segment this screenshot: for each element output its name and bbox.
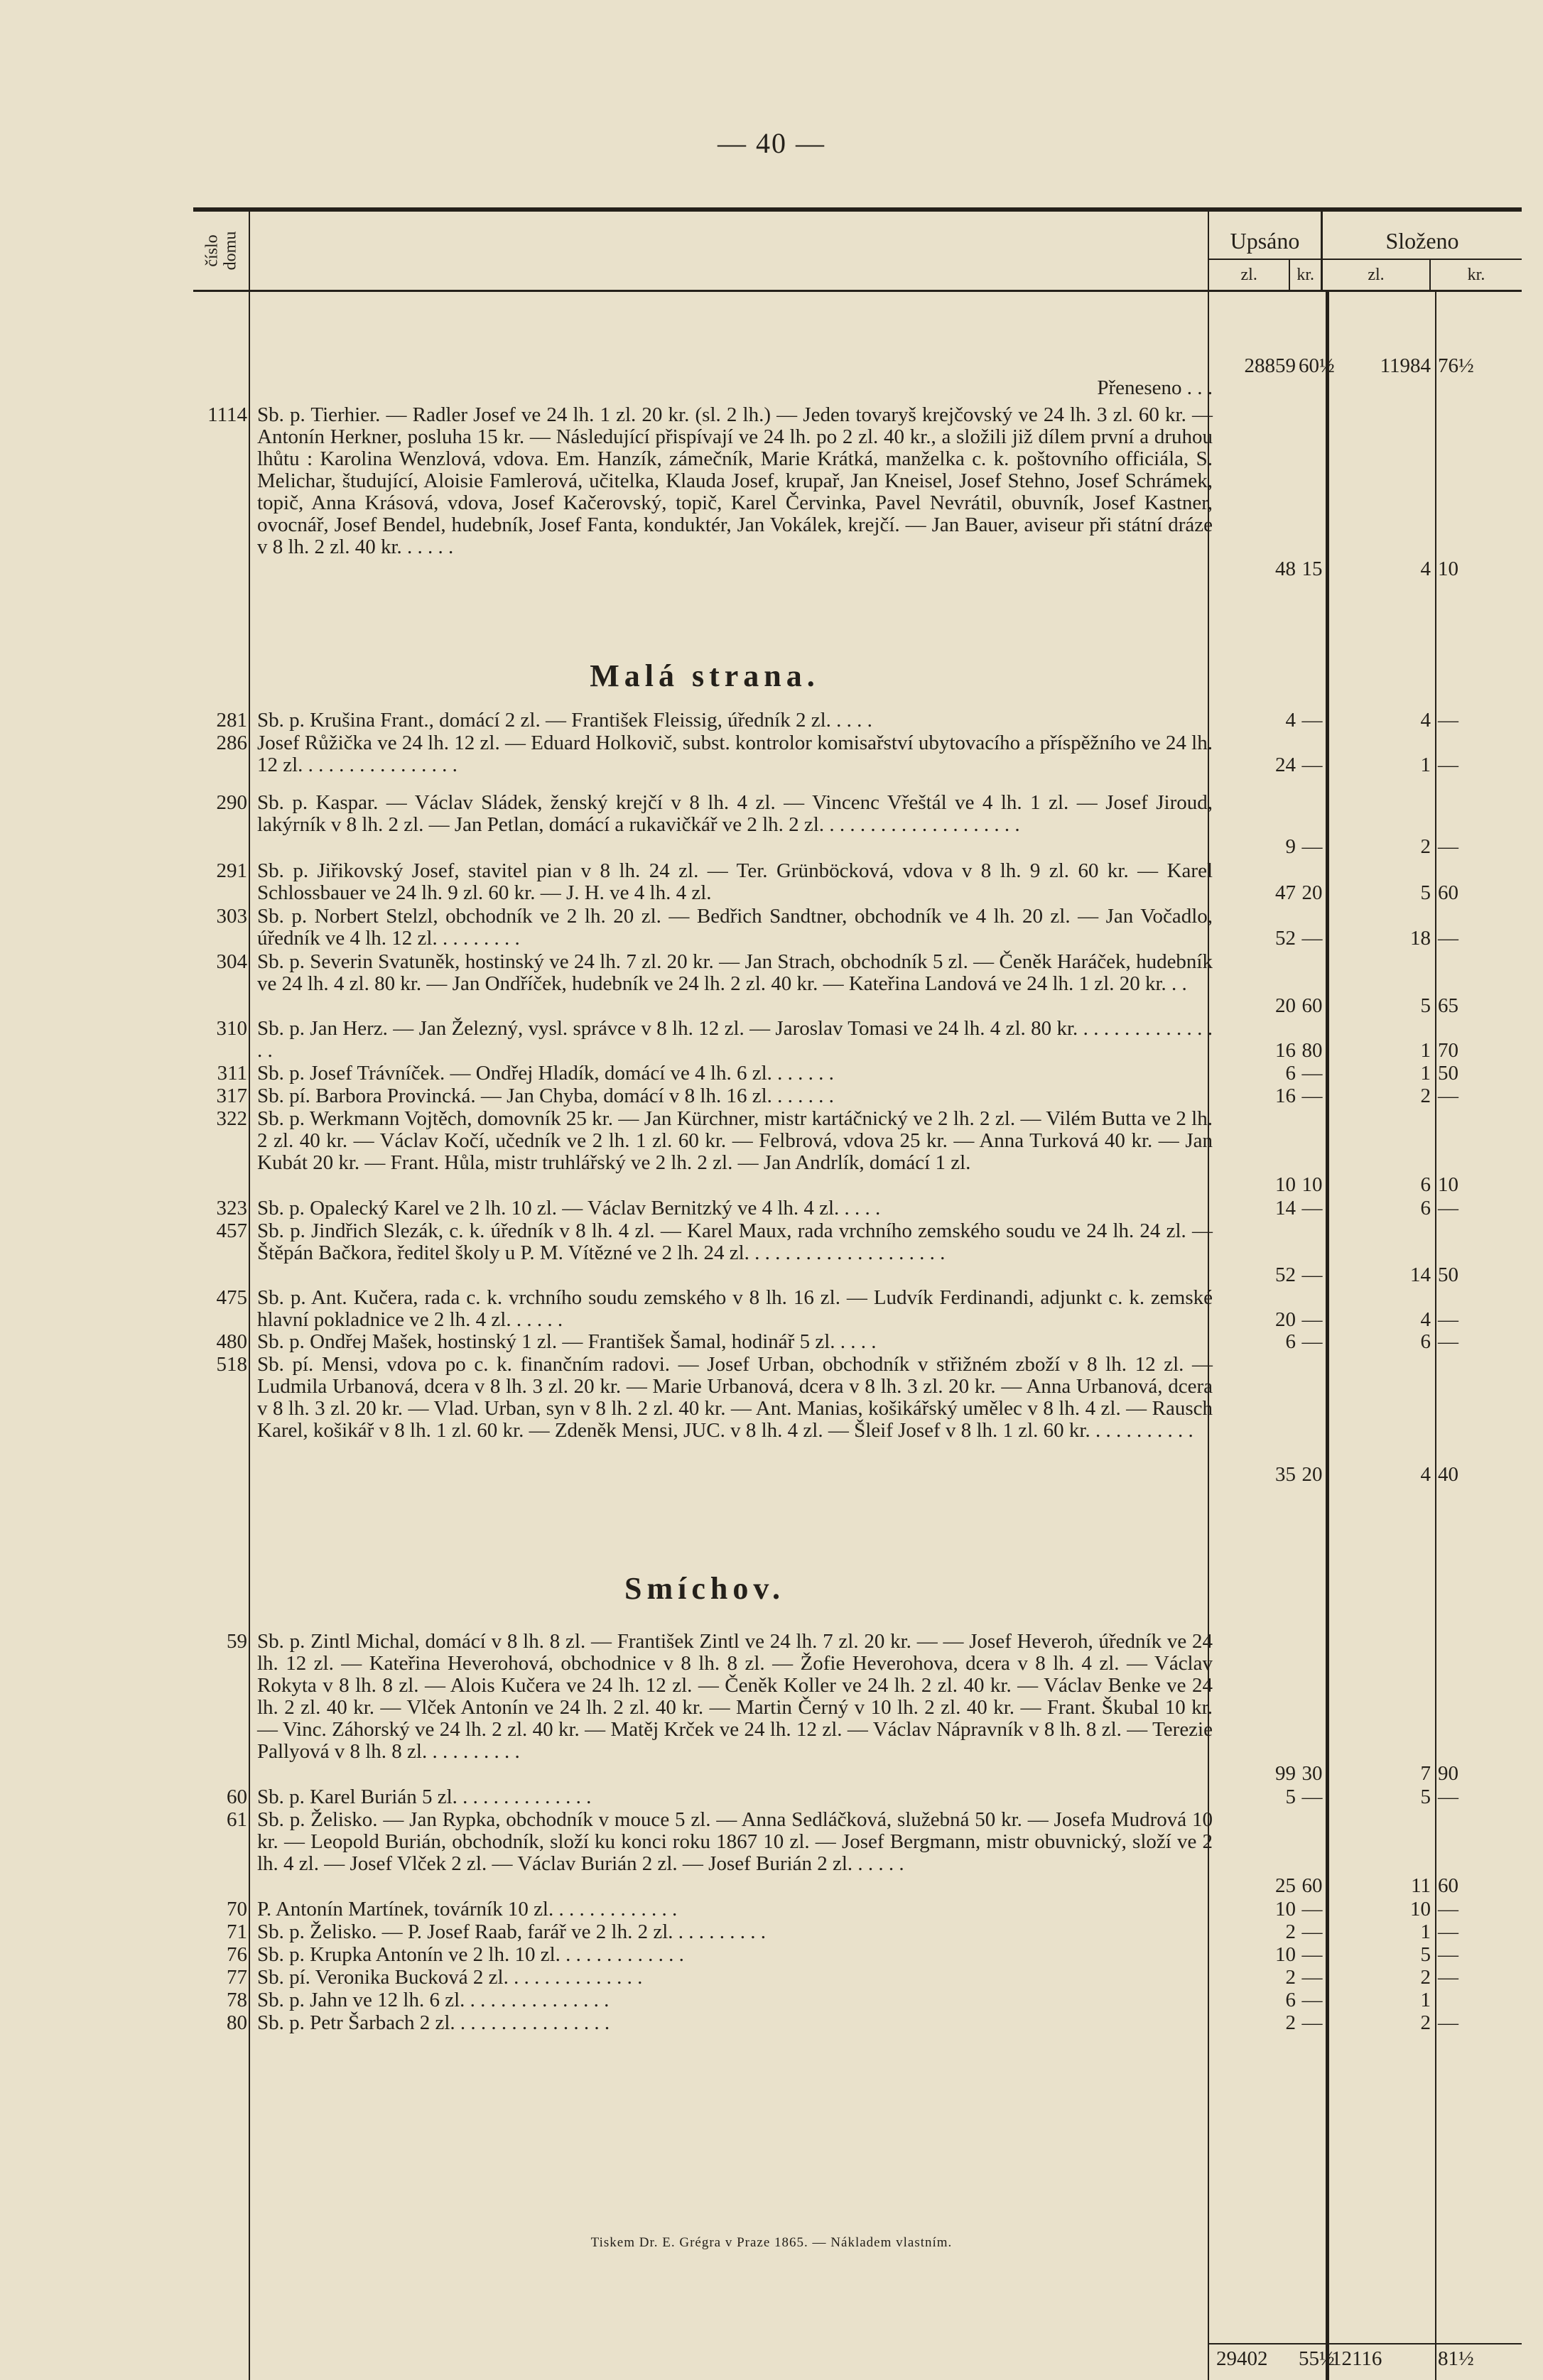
row-description: Sb. p. Želisko. — Jan Rypka, obchodník v mouce 5 zl. — Anna Sedláčková, služebná 50 kr. — Josefa Mudrová 10 kr. — Leopold Burián, obchodník, složí ku konci roku 1867 10 zl. — Josef Bergmann, mistr obuvnický, složí ve 2 lh. 4 zl. — Josef Vlček 2 zl. — Václav Burián 2 zl. — Josef Burián 2 zl. . . . . . [257,1808,1213,1875]
paid-kr: 70 [1438,1039,1458,1062]
subscribed-zl: 16 [1275,1085,1296,1107]
paid-zl: 2 [1420,835,1431,858]
subscribed-kr: — [1301,2011,1323,2034]
subscribed-zl: 6 [1285,1330,1296,1353]
carried-paid-zl: 11984 [1380,354,1431,377]
subscribed-zl: 20 [1275,1308,1296,1331]
house-number: 323 [216,1197,247,1219]
total-paid-zl: 12116 [1331,2347,1382,2370]
subscribed-kr: 80 [1301,1039,1323,1062]
paid-zl: 10 [1410,1898,1431,1920]
row-description: Sb. p. Ondřej Mašek, hostinský 1 zl. — František Šamal, hodinář 5 zl. . . . . [257,1330,877,1353]
subscribed-zl: 2 [1285,2011,1296,2034]
paid-kr: 50 [1438,1264,1458,1286]
carried-subscribed-zl: 28859 [1244,354,1296,377]
row-description: Sb. p. Kaspar. — Václav Sládek, ženský krejčí v 8 lh. 4 zl. — Vincenc Vřeštál ve 4 lh. 1 zl. — Josef Jiroud, lakýrník v 8 lh. 2 zl. — Jan Petlan, domácí a rukavičkář ve 2 lh. 2 zl. . . . . . . . . . . . . . . . . . . . [257,791,1213,836]
house-number: 311 [217,1062,247,1085]
paid-zl: 5 [1420,1786,1431,1808]
ledger-row [193,710,1522,732]
row-description: Sb. p. Krušina Frant., domácí 2 zl. — František Fleissig, úředník 2 zl. . . . . [257,709,872,732]
ledger-row [193,1921,1522,1943]
row-description: Sb. p. Jan Herz. — Jan Železný, vysl. správce v 8 lh. 12 zl. — Jaroslav Tomasi ve 24 lh. 4 zl. 80 kr. . . . . . . . . . . . . . . . [257,1017,1213,1062]
paid-zl: 1 [1420,1039,1431,1062]
ledger-row [193,1197,1522,1219]
section-heading-mala-strana: Malá strana. [590,658,820,693]
ledger-row [193,1898,1522,1920]
house-number: 480 [216,1330,247,1353]
paid-header [1323,212,1522,290]
subscribed-zl: 99 [1275,1762,1296,1785]
ledger-row [193,860,1522,904]
subscribed-header [1209,212,1323,290]
paid-zl: 4 [1420,1308,1431,1331]
row-description: Sb. p. Jiřikovský Josef, stavitel pian v 8 lh. 24 zl. — Ter. Grünböcková, vdova v 8 lh. 9 zl. 60 kr. — Karel Schlossbauer ve 24 lh. 9 zl. 60 kr. — J. H. ve 4 lh. 4 zl. [257,859,1213,904]
paid-zl: 1 [1420,1920,1431,1943]
subscribed-kr: 10 [1301,1173,1323,1196]
row-description: Sb. p. Opalecký Karel ve 2 lh. 10 zl. — Václav Bernitzký ve 4 lh. 4 zl. . . . . [257,1197,881,1219]
ledger-row [193,951,1522,1017]
row-description: Sb. p. Jindřich Slezák, c. k. úředník v 8 lh. 4 zl. — Karel Maux, rada vrchního zemského soudu ve 24 lh. 24 zl. — Štěpán Bačkora, ředitel školy u P. M. Vítězné ve 2 lh. 24 zl. . . . . . . . . . . . . . . . . . . . [257,1219,1213,1264]
row-description: Sb. pí. Veronika Bucková 2 zl. . . . . . . . . . . . . . [257,1966,643,1989]
row-description: Sb. p. Ant. Kučera, rada c. k. vrchního soudu zemského v 8 lh. 16 zl. — Ludvík Ferdinandi, adjunkt c. k. zemské hlavní pokladnice ve 2 lh. 4 zl. . . . . . [257,1286,1213,1331]
subscribed-kr: — [1301,1062,1323,1085]
subscribed-kr: — [1301,1197,1323,1219]
row-description: Sb. p. Zintl Michal, domácí v 8 lh. 8 zl. — František Zintl ve 24 lh. 7 zl. 20 kr. — — Josef Heveroh, úředník ve 24 lh. 12 zl. — Kateřina Heverohová, obchodnice v 8 lh. 8 zl. — Žofie Heverohova, dcera v 8 lh. 4 zl. — Václav Rokyta v 8 lh. 8 zl. — Alois Kučera ve 24 lh. 12 zl. — Čeněk Koller ve 24 lh. 2 zl. 40 kr. — Václav Benke ve 24 lh. 2 zl. 40 kr. — Vlček Antonín ve 24 lh. 2 zl. 40 kr. — Martin Černý v 10 lh. 2 zl. 40 kr. — Frant. Škubal 10 kr. — Vinc. Záhorský ve 24 lh. 2 zl. 40 kr. — Matěj Krček ve 24 lh. 12 zl. — Václav Nápravník v 8 lh. 8 zl. — Terezie Pallyová v 8 lh. 8 zl. . . . . . . . . . [257,1630,1213,1763]
subscribed-kr: — [1301,1920,1323,1943]
printer-footer: Tiskem Dr. E. Grégra v Praze 1865. — Nákladem vlastním. [590,2235,953,2250]
paid-zl: 6 [1420,1330,1431,1353]
paid-kr: 60 [1438,1874,1458,1897]
subscribed-kr: — [1301,1898,1323,1920]
subscribed-kr: — [1301,1085,1323,1107]
paid-kr: — [1438,1943,1458,1966]
row-description: P. Antonín Martínek, továrník 10 zl. . . . . . . . . . . . . [257,1898,678,1920]
subscribed-kr: — [1301,754,1323,776]
ledger-row [193,1631,1522,1785]
row-description: Sb. pí. Barbora Provincká. — Jan Chyba, domácí v 8 lh. 16 zl. . . . . . . [257,1085,834,1107]
house-number: 457 [216,1219,247,1242]
carried-paid-kr: 76½ [1438,354,1474,377]
house-number: 291 [216,859,247,882]
paid-zl: 2 [1420,1085,1431,1107]
ledger-row [193,1989,1522,2011]
house-number: 518 [216,1353,247,1376]
house-number: 77 [227,1966,247,1989]
house-number: 1114 [207,403,247,426]
paid-kr: — [1438,1085,1458,1107]
ledger-row [193,404,1522,580]
subscribed-zl: 48 [1275,558,1296,580]
row-description: Sb. p. Petr Šarbach 2 zl. . . . . . . . . . . . . . . . [257,2011,610,2034]
table-header [193,212,1522,292]
subscribed-kr: 60 [1301,994,1323,1017]
ledger-body [193,292,1522,2380]
carried-subscribed-kr: 60½ [1299,354,1335,377]
subscribed-zl: 14 [1275,1197,1296,1219]
ledger-row [193,1085,1522,1107]
ledger-row [193,1108,1522,1196]
ledger-row [193,1018,1522,1062]
ledger-row [193,1063,1522,1085]
row-description: Sb. p. Josef Trávníček. — Ondřej Hladík, domácí ve 4 lh. 6 zl. . . . . . . [257,1062,834,1085]
paid-zl: 6 [1420,1173,1431,1196]
subscribed-label: Upsáno [1209,212,1321,260]
paid-kr: — [1438,754,1458,776]
ledger-row [193,1354,1522,1486]
paid-kr: — [1438,1197,1458,1219]
house-number: 78 [227,1989,247,2011]
subscribed-kr: — [1301,835,1323,858]
section-heading-smichov: Smíchov. [624,1571,785,1606]
row-description: Josef Růžička ve 24 lh. 12 zl. — Eduard Holkovič, subst. kontrolor komisařství ubytovacího a příspěžního ve 24 lh. 12 zl. . . . . . . . . . . . . . . . [257,732,1213,776]
subscribed-kr: — [1301,1989,1323,2011]
description-header [250,212,1209,290]
subscribed-kr: — [1301,709,1323,732]
total-subscribed-zl: 29402 [1216,2347,1268,2370]
paid-kr: 40 [1438,1463,1458,1486]
paid-kr: 60 [1438,881,1458,904]
house-number: 76 [227,1943,247,1966]
row-description: Sb. p. Severin Svatuněk, hostinský ve 24 lh. 7 zl. 20 kr. — Jan Strach, obchodník 5 zl. — Čeněk Haráček, hudebník ve 24 lh. 4 zl. 80 kr. — Jan Ondříček, hudebník ve 24 lh. 2 zl. 40 kr. — Kateřina Landová ve 24 lh. 1 zl. 20 kr. . . [257,950,1213,995]
paid-kr: — [1438,1920,1458,1943]
ledger-row [193,1809,1522,1897]
subscribed-zl: 10 [1275,1898,1296,1920]
paid-zl: 7 [1420,1762,1431,1785]
house-number: 304 [216,950,247,973]
subscribed-kr: 60 [1301,1874,1323,1897]
total-paid-kr: 81½ [1438,2347,1474,2370]
house-number: 475 [216,1286,247,1309]
house-number: 286 [216,732,247,754]
subscribed-kr-label: kr. [1296,265,1315,284]
subscribed-kr: — [1301,1264,1323,1286]
paid-zl: 4 [1420,558,1431,580]
subscribed-zl: 6 [1285,1989,1296,2011]
subscribed-zl: 47 [1275,881,1296,904]
paid-kr: — [1438,835,1458,858]
paid-zl: 1 [1420,1989,1431,2011]
row-description: Sb. p. Jahn ve 12 lh. 6 zl. . . . . . . . . . . . . . . [257,1989,610,2011]
house-number: 310 [216,1017,247,1040]
subscribed-zl: 5 [1285,1786,1296,1808]
ledger-row [193,906,1522,950]
subscribed-zl: 52 [1275,927,1296,950]
paid-zl: 4 [1420,709,1431,732]
subscribed-zl: 2 [1285,1920,1296,1943]
subscribed-zl: 52 [1275,1264,1296,1286]
paid-zl: 5 [1420,1943,1431,1966]
row-description: Sb. p. Werkmann Vojtěch, domovník 25 kr. — Jan Kürchner, mistr kartáčnický ve 2 lh. 2 zl. — Vilém Butta ve 2 lh. 2 zl. 40 kr. — Václav Kočí, učedník ve 2 lh. 1 zl. 60 kr. — Felbrová, vdova 25 kr. — Anna Turková 40 kr. — Jan Kubát 20 kr. — Frant. Hůla, mistr truhlářský ve 2 lh. 2 zl. — Jan Andrlík, domácí 1 zl. [257,1107,1213,1174]
paid-zl: 11 [1411,1874,1431,1897]
subscribed-zl: 10 [1275,1173,1296,1196]
totals-row [1209,2343,1522,2373]
house-number: 70 [227,1898,247,1920]
house-number: 290 [216,791,247,814]
paid-zl-label: zl. [1323,260,1431,290]
paid-kr-label: kr. [1467,265,1485,284]
paid-kr: — [1438,1898,1458,1920]
paid-kr: — [1438,1308,1458,1331]
subscribed-zl: 4 [1285,709,1296,732]
ledger-row [193,1331,1522,1353]
paid-zl: 5 [1420,881,1431,904]
ledger-row [193,2012,1522,2034]
house-number: 281 [216,709,247,732]
paid-zl: 5 [1420,994,1431,1017]
paid-zl: 1 [1420,754,1431,776]
subscribed-zl: 20 [1275,994,1296,1017]
page-number: — 40 — [718,127,825,159]
subscribed-zl: 6 [1285,1062,1296,1085]
paid-label: Složeno [1323,212,1522,260]
paid-zl: 4 [1420,1463,1431,1486]
ledger-row [193,1944,1522,1966]
paid-kr: 90 [1438,1762,1458,1785]
paid-zl: 18 [1410,927,1431,950]
ledger-row [193,1220,1522,1286]
paid-kr: — [1438,709,1458,732]
house-number: 303 [216,905,247,928]
subscribed-zl: 2 [1285,1966,1296,1989]
subscribed-kr: — [1301,1966,1323,1989]
house-number-header-label: číslo domu [202,231,239,271]
subscribed-zl: 16 [1275,1039,1296,1062]
subscribed-zl: 24 [1275,754,1296,776]
paid-kr: — [1438,1330,1458,1353]
ledger-row [193,792,1522,858]
subscribed-kr: — [1301,1330,1323,1353]
house-number: 71 [227,1920,247,1943]
paid-zl: 2 [1420,2011,1431,2034]
house-number: 59 [227,1630,247,1653]
subscribed-kr: — [1301,1786,1323,1808]
subscribed-zl: 9 [1285,835,1296,858]
subscribed-zl: 25 [1275,1874,1296,1897]
paid-zl: 6 [1420,1197,1431,1219]
ledger-row [193,1967,1522,1989]
subscribed-kr: 20 [1301,881,1323,904]
paid-kr: 10 [1438,1173,1458,1196]
subscribed-kr: 20 [1301,1463,1323,1486]
row-description: Sb. p. Karel Burián 5 zl. . . . . . . . . . . . . . [257,1786,592,1808]
subscribed-kr: — [1301,1308,1323,1331]
ledger-row [193,732,1522,776]
paid-zl: 1 [1420,1062,1431,1085]
paid-kr: 65 [1438,994,1458,1017]
paid-zl: 2 [1420,1966,1431,1989]
house-number-header [193,212,250,290]
house-number: 317 [216,1085,247,1107]
subscribed-kr: — [1301,1943,1323,1966]
ledger-row [193,1287,1522,1331]
carried-forward-label: Přeneseno . . . [1097,376,1213,399]
row-description: Sb. p. Krupka Antonín ve 2 lh. 10 zl. . . . . . . . . . . . . [257,1943,684,1966]
house-number: 80 [227,2011,247,2034]
paid-kr: — [1438,1786,1458,1808]
house-number: 322 [216,1107,247,1130]
subscribed-kr: — [1301,927,1323,950]
subscribed-kr: 30 [1301,1762,1323,1785]
subscribed-zl-label: zl. [1209,260,1290,290]
row-description: Sb. p. Norbert Stelzl, obchodník ve 2 lh. 20 zl. — Bedřich Sandtner, obchodník ve 4 lh. 20 zl. — Jan Vočadlo, úředník ve 4 lh. 12 zl. . . . . . . . . [257,905,1213,950]
row-description: Sb. p. Tierhier. — Radler Josef ve 24 lh. 1 zl. 20 kr. (sl. 2 lh.) — Jeden tovaryš krejčovský ve 24 lh. 3 zl. 60 kr. — Antonín Herkner, posluha 15 kr. — Následující přispívají ve 24 lh. po 2 zl. 40 kr., a složili již dílem první a druhou lhůtu : Karolina Wenzlová, vdova. Em. Hanzík, zámečník, Marie Krátká, manželka c. k. poštovního officiála, S. Melichar, študující, Aloisie Famlerová, učitelka, Klauda Josef, krupař, Jan Kneisel, Josef Stehno, Josef Schrámek, topič, Anna Krásová, vdova, Josef Kačerovský, topič, Karel Červinka, Pavel Nevrátil, obuvník, Josef Kastner, ovocnář, Josef Bendel, hudebník, Josef Fanta, konduktér, Jan Vokálek, krejčí. — Jan Bauer, aviseur při státní dráze v 8 lh. 2 zl. 40 kr. . . . . . [257,403,1213,558]
row-description: Sb. p. Želisko. — P. Josef Raab, farář ve 2 lh. 2 zl. . . . . . . . . . [257,1920,767,1943]
paid-kr: — [1438,1966,1458,1989]
total-subscribed-kr: 55½ [1299,2347,1335,2370]
house-number: 61 [227,1808,247,1831]
ledger-row [193,1786,1522,1808]
paid-kr: 50 [1438,1062,1458,1085]
paid-zl: 14 [1410,1264,1431,1286]
house-number: 60 [227,1786,247,1808]
subscribed-kr: 15 [1301,558,1323,580]
subscribed-zl: 35 [1275,1463,1296,1486]
ledger-table [193,207,1522,2380]
paid-kr: — [1438,2011,1458,2034]
paid-kr: — [1438,927,1458,950]
subscribed-zl: 10 [1275,1943,1296,1966]
paid-kr: 10 [1438,558,1458,580]
row-description: Sb. pí. Mensi, vdova po c. k. finančním radovi. — Josef Urban, obchodník v střižném zboží v 8 lh. 12 zl. — Ludmila Urbanová, dcera v 8 lh. 3 zl. 20 kr. — Marie Urbanová, dcera v 8 lh. 3 zl. 20 kr. — Anna Urbanová, dcera v 8 lh. 3 zl. 20 kr. — Vlad. Urban, syn v 8 lh. 2 zl. 40 kr. — Ant. Manias, košikářský umělec v 8 lh. 4 zl. — Rausch Karel, košikář v 8 lh. 1 zl. 60 kr. — Zdeněk Mensi, JUC. v 8 lh. 4 zl. — Šleif Josef v 8 lh. 1 zl. 60 kr. . . . . . . . . . . [257,1353,1213,1442]
